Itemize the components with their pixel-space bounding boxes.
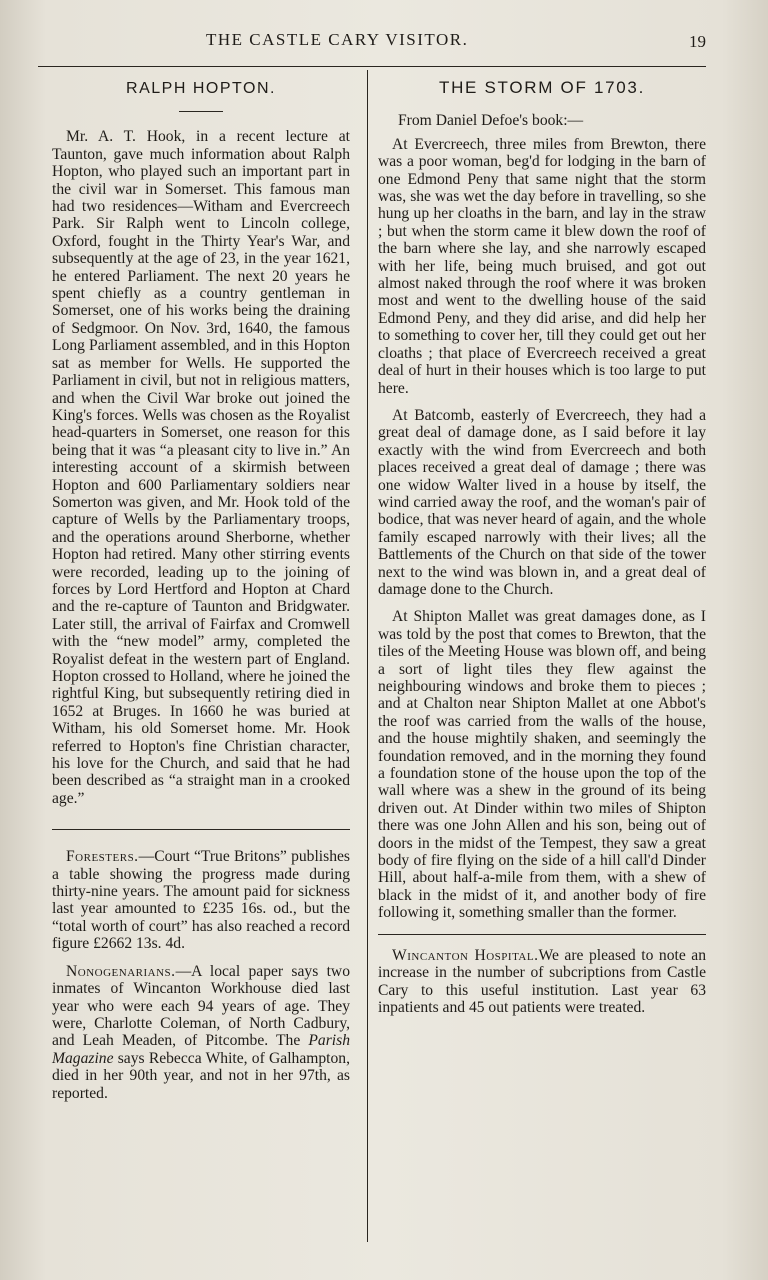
item-label-wincanton-hospital: Wincanton Hospital. [392,946,539,964]
item-nonogenarians [52,963,350,1102]
article-heading-ralph-hopton: RALPH HOPTON. [126,80,276,97]
article-heading-storm-1703: THE STORM OF 1703. [439,78,645,97]
heading-rule [179,111,223,112]
item-text-wincanton-hospital: We are pleased to note an increase in the number of subcriptions from Castle Cary to this useful institution. Last year 63 inpatients and 45 out patients were treated. [378,946,706,1016]
item-label-nonogenarians: Nonogenarians. [66,962,176,980]
item-text-foresters: —Court “True Britons” publishes a table showing the progress made during thirty-nine years. The amount paid for sickness last year amounted to £235 16s. od., but the “total worth of court” has also reached a record figure £2662 13s. 4d. [52,848,350,953]
left-column [52,70,350,1102]
item-foresters [52,848,350,952]
storm-paragraph-evercreech: At Evercreech, three miles from Brewton, there was a poor woman, beg'd for lodging in the barn of one Edmond Peny that same night that the storm was, she was wet the day before in travelling, so she hung up her cloaths in the barn, and lay in the straw ; but when the storm came it blew down the roof of the barn where she lay, and she narrowly escaped with her life, being much bruised, and got out almost naked through the roof where it was broken most and went to the dwelling house of the said Edmond Peny, and they did arise, and did help her to something to cover her, till they could get out her cloaths ; that place of Evercreech received a great deal of hurt in their houses which is too large to put here. [378,135,706,397]
column-divider [367,70,368,1242]
article-body-ralph-hopton: Mr. A. T. Hook, in a recent lecture at Taunton, gave much information about Ralph Hopton, who played such an important part in the civil war in Somerset. This famous man had two residences—Witham and Evercreech Park. Sir Ralph went to Lincoln college, Oxford, fought in the Thirty Year's War, and subsequently at the age of 23, in the year 1621, he entered Parliament. The next 20 years he spent chiefly as a country gentleman in Somerset, one of his works being the draining of Sedgmoor. On Nov. 3rd, 1640, the famous Long Parliament assembled, and in this Hopton sat as member for Wells. He supported the Parliament in civil, but not in religious matters, and when the Civil War broke out joined the King's forces. Wells was chosen as the Royalist head-quarters in Somerset, one reason for this being that it was “a pleasant city to live in.” An interesting account of a skirmish between Hopton and 600 Parliamentary soldiers near Somerton was given, and Mr. Hook told of the capture of Wells by the Parliamentary troops, and the operations around Sherborne, whether Hopton had retired. Many other stirring events were recorded, leading up to the joining of forces by Lord Hertford and Hopton at Chard and the re-capture of Taunton and Bridgwater. Later still, the arrival of Fairfax and Cromwell with the “new model” army, completed the Royalist defeat in the western part of England. Hopton crossed to Holland, where he joined the rightful King, but subsequently retiring died in 1652 at Bruges. In 1660 he was buried at Witham, his old Somerset home. Mr. Hook referred to Hopton's fine Christian character, his love for the Church, and said that he had been described as “a straight man in a crooked age.” [52,128,350,807]
running-head [0,28,768,54]
article-intro-defoe: From Daniel Defoe's book:— [398,112,584,130]
item-text-nonogenarians-b: says Rebecca White, of Galhampton, died in her 90th year, and not in her 97th, as reported. [52,1049,350,1102]
page-number: 19 [689,32,706,51]
right-column [378,70,706,1016]
storm-paragraph-batcomb: At Batcomb, easterly of Evercreech, they had a great deal of damage done, as I said before it lay exactly with the wind from Evercreech and both places received a great deal of damage ; there was one widow Walter lived in a house by itself, the wind carried away the roof, and the woman's pair of bodice, that was never heard of again, and the whole family escaped narrowly with their lives; all the Battlements of the Church on that side of the tower next to the wind was blown in, and a great deal of damage done to the Church. [378,406,706,598]
section-rule-right [378,934,706,935]
item-text-nonogenarians-a: —A local paper says two inmates of Wincanton Workhouse died last year who were each 94 years of age. They were, Charlotte Coleman, of North Cadbury, and Leah Meaden, of Pitcombe. The [52,962,350,1050]
item-wincanton-hospital [378,947,706,1017]
item-label-foresters: Foresters. [66,848,139,866]
section-rule [52,829,350,830]
parish-magazine-title: Parish Magazine [52,1032,350,1067]
storm-paragraph-shipton-mallet: At Shipton Mallet was great damages done, as I was told by the post that comes to Brewton, that the tiles of the Meeting House was blown off, and being a sort of light tiles they flew against the neighbouring windows and broke them to pieces ; and at Chalton near Shipton Mallet at one Abbot's the roof was carried from the walls of the house, and the house mightily shaken, and seemingly the foundation removed, and in the morning they found a foundation stone of the house upon the top of the wall where was a shew in the ground of its being driven out. At Dinder within two miles of Shipton there was one John Allen and his son, being out of doors in the midst of the Tempest, they saw a great body of fire flying on the side of a hill call'd Dinder Hill, about half-a-mile from them, with a shew of black in the midst of it, and another body of fire following it, something smaller than the former. [378,608,706,922]
journal-title: THE CASTLE CARY VISITOR. [206,30,469,49]
header-rule [38,66,706,67]
